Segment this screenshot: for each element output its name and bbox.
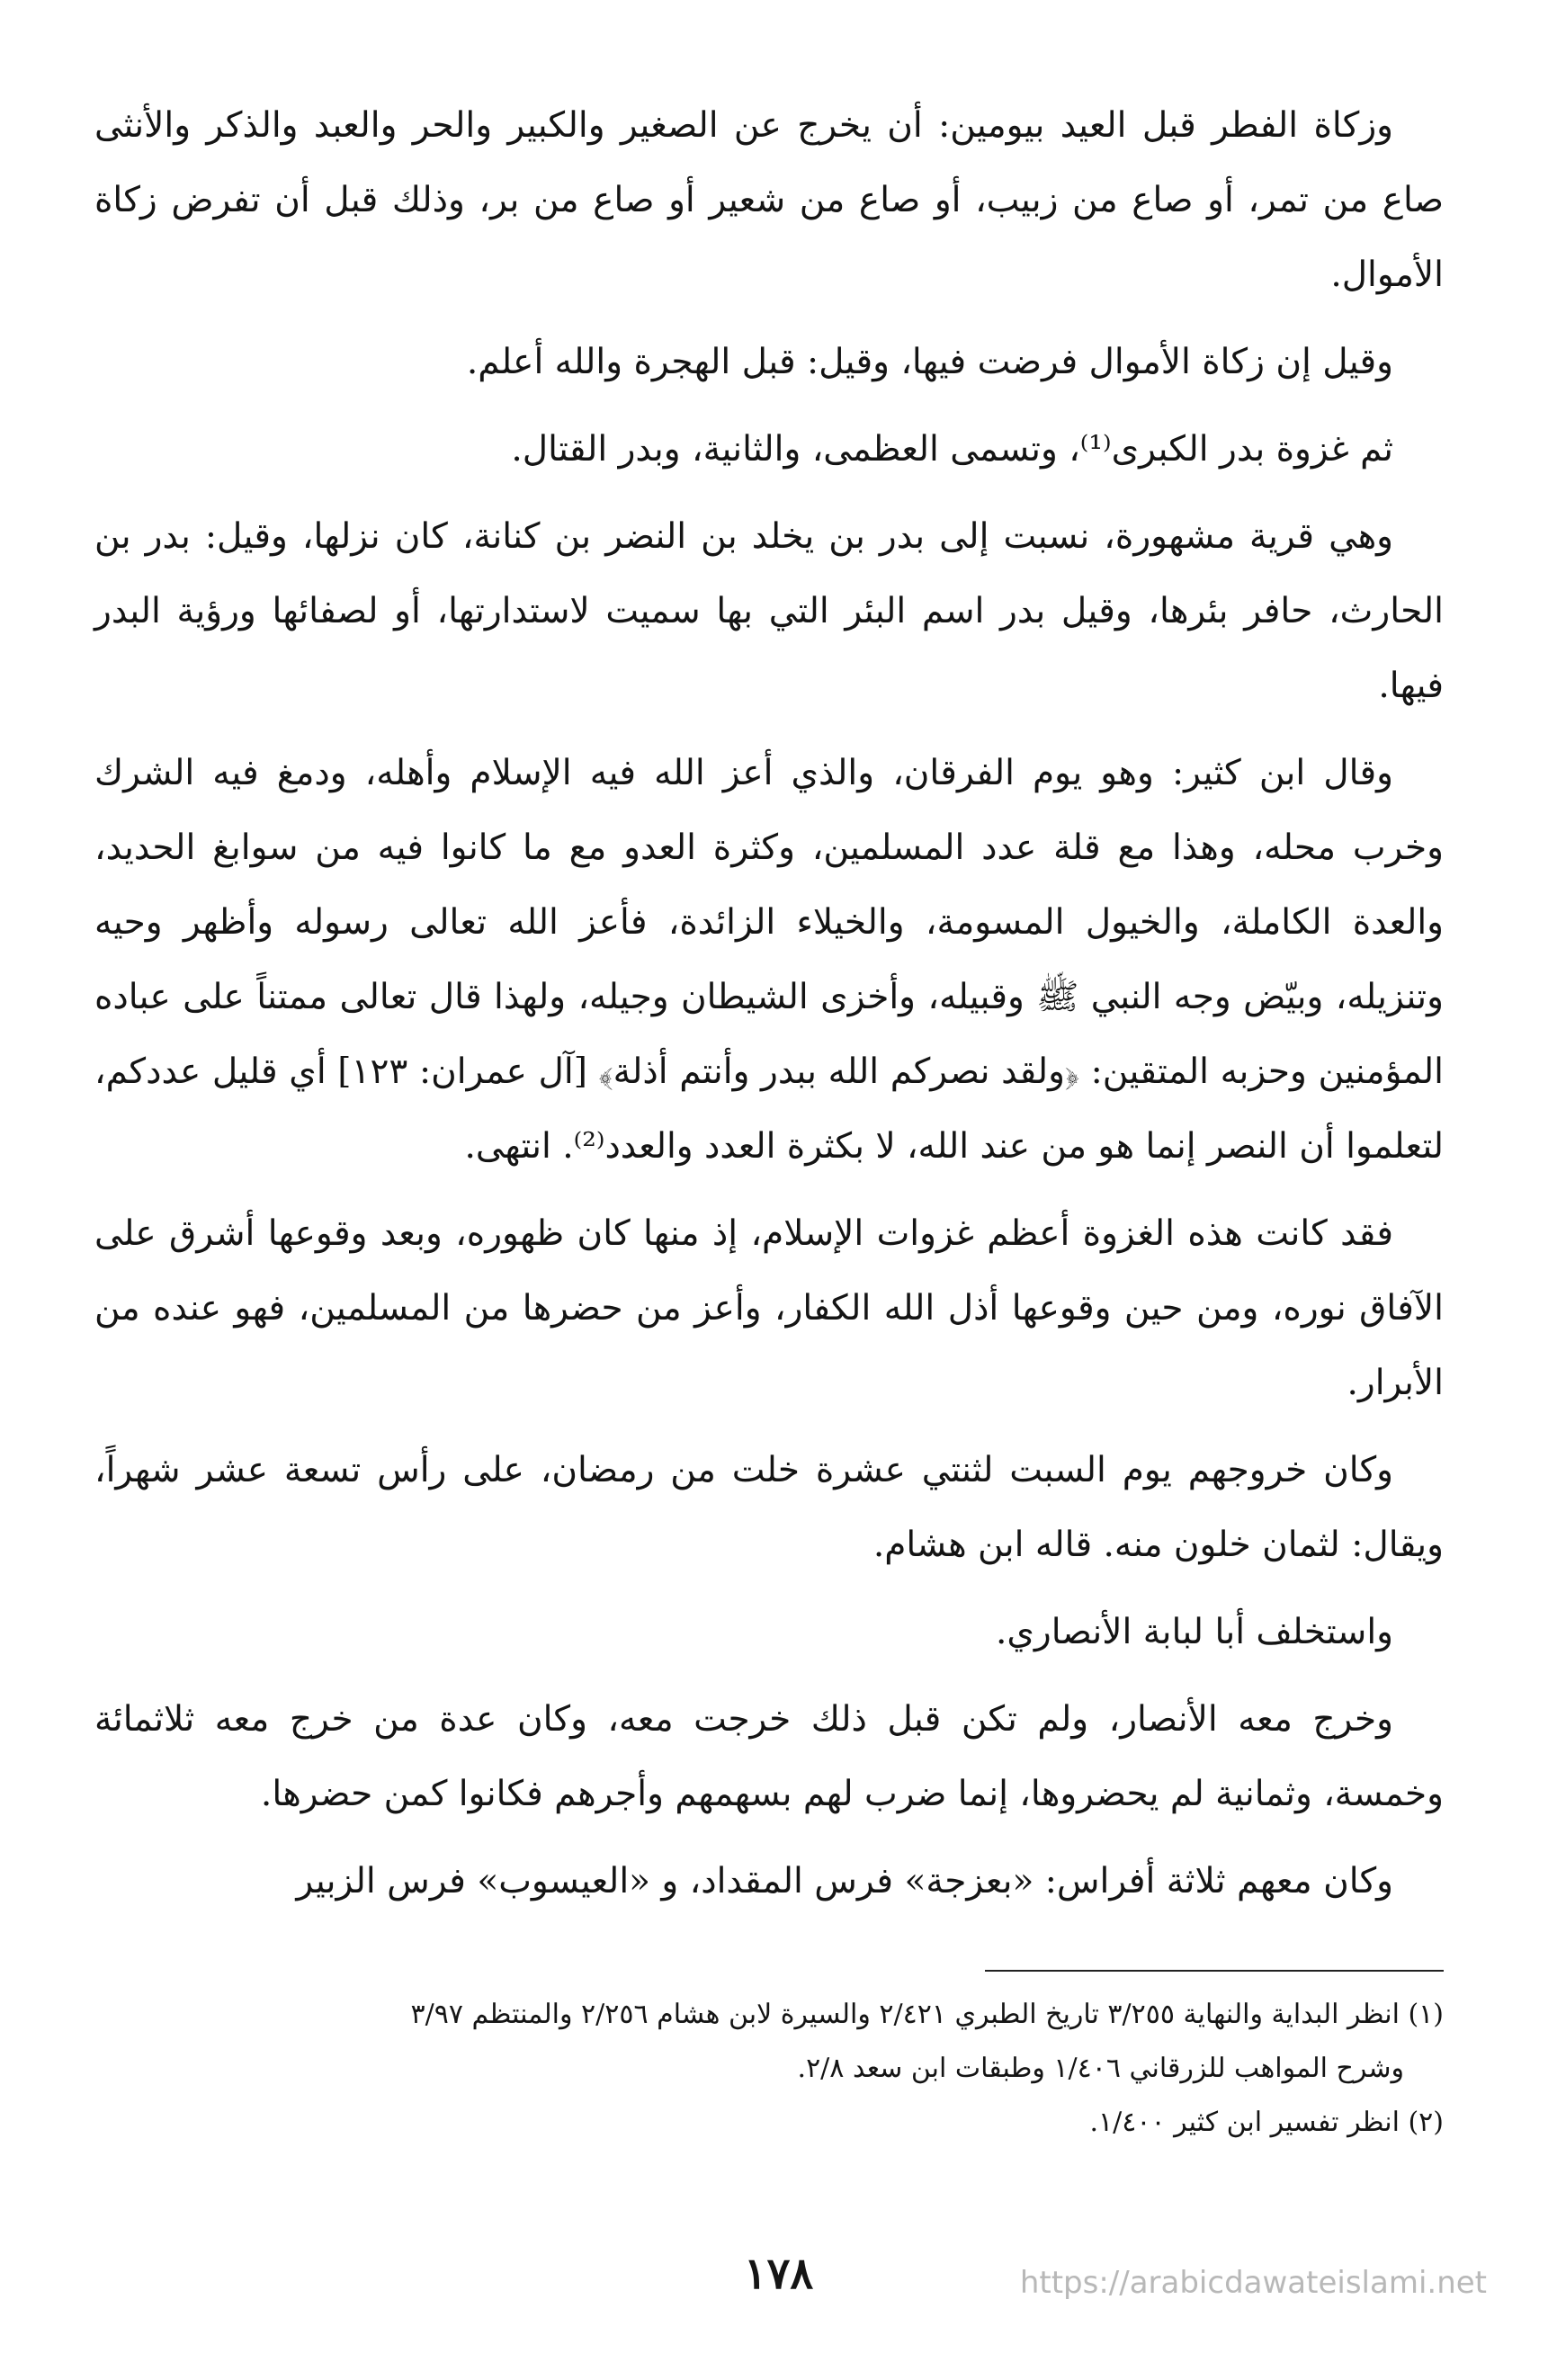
paragraph-zakat-al-amwal: وقيل إن زكاة الأموال فرضت فيها، وقيل: قبل الهجرة والله أعلم. <box>466 342 1393 382</box>
paragraph-departure-date: وكان خروجهم يوم السبت لثنتي عشرة خلت من رمضان، على رأس تسعة عشر شهراً، ويقال: لثمان خلون منه. قاله ابن هشام. <box>94 1450 1444 1565</box>
paragraph-ibn-kathir: وقال ابن كثير: وهو يوم الفرقان، والذي أعز الله فيه الإسلام وأهله، ودمغ فيه الشرك وخرب محله، وهذا مع قلة عدد المسلمين، وكثرة العدو مع ما كانوا فيه من سوابغ الحديد، والعدة الكاملة، والخيول المسومة، والخيلاء الزائدة، فأعز الله تعالى رسوله وأظهر وحيه وتنزيله، وبيّض وجه النبي ﷺ وقبيله، وأخزى الشيطان وجيله، ولهذا قال تعالى ممتناً على عباده المؤمنين وحزبه المتقين: ﴿ولقد نصركم الله ببدر وأنتم أذلة﴾ [آل عمران: ١٢٣] أي قليل عددكم، لتعلموا أن النصر إنما هو من عند الله، لا بكثرة العدد والعدد⁽²⁾. انتهى. <box>94 753 1444 1167</box>
footnote-2-line: (٢) انظر تفسير ابن كثير ١/٤٠٠. <box>1089 2107 1444 2138</box>
footnote-1-continuation: وشرح المواهب للزرقاني ١/٤٠٦ وطبقات ابن سعد ٢/٨. <box>797 2053 1404 2084</box>
paragraph-badr-village: وهي قرية مشهورة، نسبت إلى بدر بن يخلد بن النضر بن كنانة، كان نزلها، وقيل: بدر بن الحارث، حافر بئرها، وقيل بدر اسم البئر التي بها سميت لاستدارتها، أو لصفائها ورؤية البدر فيها. <box>94 516 1444 706</box>
footnote-2 <box>94 2096 1444 2150</box>
page-number: ١٧٨ <box>743 2249 814 2299</box>
main-text <box>94 88 1444 1931</box>
paragraph-deputy: واستخلف أبا لبابة الأنصاري. <box>995 1612 1393 1652</box>
footnote-1 <box>94 1988 1444 2096</box>
watermark-url: https://arabicdawateislami.net <box>1019 2265 1487 2301</box>
paragraph-greatest-battle: فقد كانت هذه الغزوة أعظم غزوات الإسلام، إذ منها كان ظهوره، وبعد وقوعها أشرق على الآفاق نوره، ومن حين وقوعها أذل الله الكفار، وأعز من حضرها من المسلمين، فهو عنده من الأبرار. <box>94 1213 1444 1403</box>
paragraph-badr-al-kubra: ثم غزوة بدر الكبرى⁽¹⁾، وتسمى العظمى، والثانية، وبدر القتال. <box>511 429 1393 470</box>
footnotes <box>94 1970 1444 2150</box>
paragraph-ansar-count: وخرج معه الأنصار، ولم تكن قبل ذلك خرجت معه، وكان عدة من خرج معه ثلاثمائة وخمسة، وثمانية لم يحضروها، إنما ضرب لهم بسهمهم وأجرهم فكانوا كمن حضرها. <box>94 1699 1444 1814</box>
footnote-divider <box>985 1970 1444 1972</box>
footnote-1-line: (١) انظر البداية والنهاية ٣/٢٥٥ تاريخ الطبري ٢/٤٢١ والسيرة لابن هشام ٢/٢٥٦ والمنتظم ٣/٩٧ <box>410 1999 1444 2030</box>
paragraph-zakat-al-fitr: وزكاة الفطر قبل العيد بيومين: أن يخرج عن الصغير والكبير والحر والعبد والذكر والأنثى صاع من تمر، أو صاع من زبيب، أو صاع من شعير أو صاع من بر، وذلك قبل أن تفرض زكاة الأموال. <box>94 105 1444 295</box>
paragraph-horses: وكان معهم ثلاثة أفراس: «بعزجة» فرس المقداد، و «العيسوب» فرس الزبير <box>296 1861 1393 1901</box>
